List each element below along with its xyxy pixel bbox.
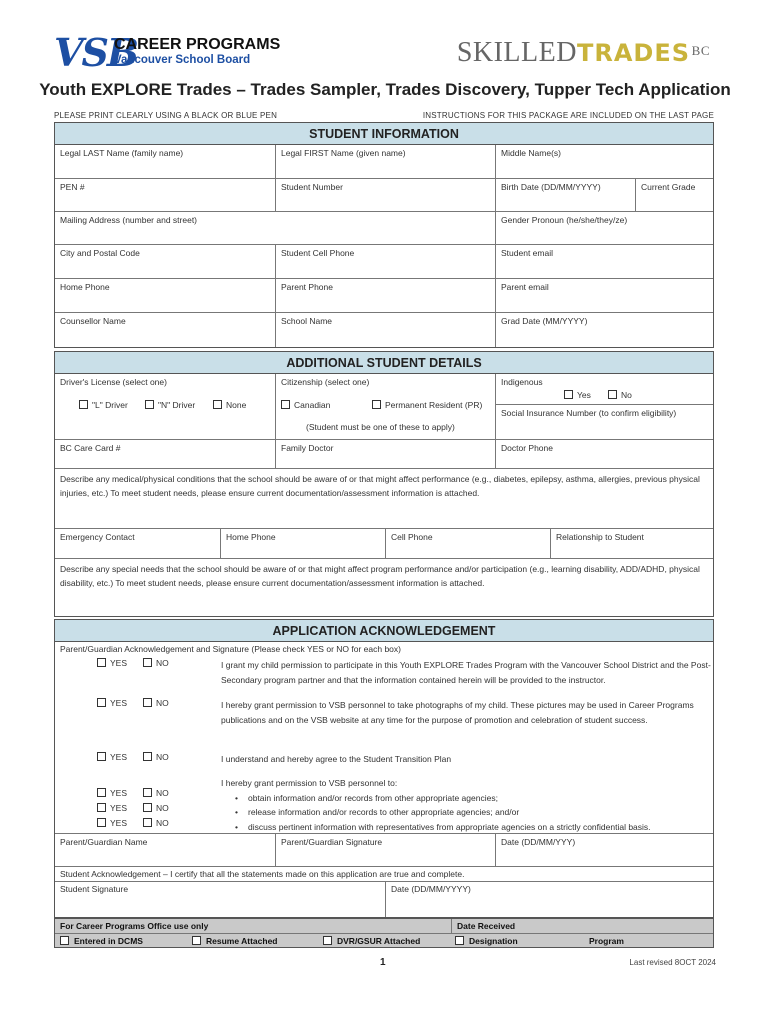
checkbox[interactable] <box>281 400 290 409</box>
parent-email-field[interactable]: Parent email <box>495 279 713 312</box>
stmt4a-yes[interactable]: YES <box>97 788 127 798</box>
student-date-field[interactable]: Date (DD/MM/YYYY) <box>385 881 713 917</box>
form-row <box>55 374 713 440</box>
pen-field[interactable]: PEN # <box>60 182 85 192</box>
parent-acknowledgement <box>55 642 713 834</box>
package-instruction: INSTRUCTIONS FOR THIS PACKAGE ARE INCLUDED ON THE LAST PAGE <box>422 111 714 120</box>
form-row <box>55 440 713 469</box>
parent-intro: Parent/Guardian Acknowledgement and Signature (Please check YES or NO for each box) <box>60 644 401 654</box>
indigenous-yes-option[interactable]: Yes <box>564 390 591 400</box>
form-row <box>55 529 713 559</box>
skilled-trades-logo: SKILLEDTRADES BC <box>456 37 710 68</box>
counsellor-name-field[interactable]: Counsellor Name <box>60 316 126 326</box>
stmt3-no[interactable]: NO <box>143 752 169 762</box>
career-programs-title: CAREER PROGRAMS <box>114 36 281 53</box>
parent-phone-field[interactable]: Parent Phone <box>275 279 495 312</box>
relationship-field[interactable]: Relationship to Student <box>550 529 713 558</box>
checkbox[interactable] <box>213 400 222 409</box>
stmt3-yes[interactable]: YES <box>97 752 127 762</box>
form-row <box>55 245 713 279</box>
office-title: For Career Programs Office use only <box>60 921 209 931</box>
pg-date-field[interactable]: Date (DD/MM/YYY) <box>495 834 713 866</box>
stmt1-yes[interactable]: YES <box>97 658 127 668</box>
permanent-resident-option[interactable]: Permanent Resident (PR) <box>372 400 482 410</box>
vsb-logo: VSB <box>54 30 138 75</box>
middle-names-field[interactable]: Middle Name(s) <box>495 145 713 178</box>
student-cell-field[interactable]: Student Cell Phone <box>275 245 495 278</box>
none-option[interactable]: None <box>213 400 246 410</box>
form-row <box>55 834 713 867</box>
student-information-section <box>54 122 714 348</box>
ec-home-phone-field[interactable]: Home Phone <box>220 529 385 558</box>
checkbox[interactable] <box>79 400 88 409</box>
stmt2-yes[interactable]: YES <box>97 698 127 708</box>
mailing-address-field[interactable]: Mailing Address (number and street) <box>60 215 198 225</box>
program-label: Program <box>589 936 624 946</box>
form-row <box>55 279 713 313</box>
student-acknowledgement <box>55 867 713 917</box>
stmt4c-yes[interactable]: YES <box>97 818 127 828</box>
designation-option[interactable]: Designation <box>455 936 518 946</box>
citizenship-field: Citizenship (select one) Canadian Permanent Resident (PR) (Student must be one of these to apply) <box>275 374 495 439</box>
doctor-phone-field[interactable]: Doctor Phone <box>495 440 713 468</box>
birth-date-field[interactable]: Birth Date (DD/MM/YYYY) <box>495 179 635 211</box>
ec-cell-phone-field[interactable]: Cell Phone <box>385 529 550 558</box>
student-signature-field[interactable]: Student Signature <box>60 884 129 894</box>
statement-1: I grant my child permission to participate in this Youth EXPLORE Trades Program with the Vancouver School District and the Post-Secondary program partner and that the information contained herein will be provided to the instructor. <box>221 660 711 685</box>
pg-name-field[interactable]: Parent/Guardian Name <box>60 837 148 847</box>
form-row <box>55 212 713 245</box>
section-heading: STUDENT INFORMATION <box>55 123 713 145</box>
drivers-license-field: Driver's License (select one) "L" Driver "N" Driver None <box>60 377 247 410</box>
date-received-label: Date Received <box>457 921 516 931</box>
checkbox[interactable] <box>145 400 154 409</box>
city-postal-field[interactable]: City and Postal Code <box>60 248 140 258</box>
current-grade-field[interactable]: Current Grade <box>635 179 713 211</box>
stmt4a-no[interactable]: NO <box>143 788 169 798</box>
student-number-field[interactable]: Student Number <box>275 179 495 211</box>
grad-date-field[interactable]: Grad Date (MM/YYYY) <box>495 313 713 347</box>
additional-details-section <box>54 351 714 617</box>
dvr-gsur-option[interactable]: DVR/GSUR Attached <box>323 936 420 946</box>
checkbox[interactable] <box>564 390 573 399</box>
school-board-name: Vancouver School Board <box>114 54 251 66</box>
entered-dcms-option[interactable]: Entered in DCMS <box>60 936 143 946</box>
canadian-option[interactable]: Canadian <box>281 400 330 410</box>
stmt4b-yes[interactable]: YES <box>97 803 127 813</box>
student-ack-text: Student Acknowledgement – I certify that all the statements made on this application are true and complete. <box>60 869 465 879</box>
page-number: 1 <box>380 957 386 968</box>
checkbox[interactable] <box>372 400 381 409</box>
citizenship-note: (Student must be one of these to apply) <box>306 422 455 432</box>
sin-field[interactable]: Social Insurance Number (to confirm eligibility) <box>496 404 713 421</box>
n-driver-option[interactable]: "N" Driver <box>145 400 195 410</box>
office-use-panel <box>54 918 714 948</box>
page-header <box>54 30 714 75</box>
bc-care-card-field[interactable]: BC Care Card # <box>60 443 121 453</box>
medical-conditions-field[interactable]: Describe any medical/physical conditions that the school should be aware of or that might affect performance (e.g., diabetes, epilepsy, asthma, allergies, previous physical injuries, etc.) To meet student needs, please ensure current documentation/assessment information is attached. <box>55 469 713 529</box>
stmt4c-no[interactable]: NO <box>143 818 169 828</box>
statement-3: I understand and hereby agree to the Student Transition Plan <box>221 754 452 764</box>
last-name-field[interactable]: Legal LAST Name (family name) <box>60 148 184 158</box>
indigenous-no-option[interactable]: No <box>608 390 632 400</box>
form-row <box>55 313 713 347</box>
stmt2-no[interactable]: NO <box>143 698 169 708</box>
statement-4: I hereby grant permission to VSB personnel to: • obtain information and/or records from other appropriate agencies; • release information and/or records to other appropriate agencies; and/or • discuss pertinent information with representatives from appropriate agencies on a strictly confidential basis. <box>221 776 711 834</box>
indigenous-field: Indigenous Yes No Social Insurance Number (to confirm eligibility) <box>495 374 713 439</box>
stmt1-no[interactable]: NO <box>143 658 169 668</box>
school-name-field[interactable]: School Name <box>275 313 495 347</box>
pg-signature-field[interactable]: Parent/Guardian Signature <box>275 834 495 866</box>
form-row <box>55 179 713 212</box>
bullet-item: • release information and/or records to other appropriate agencies; and/or <box>235 805 711 820</box>
emergency-contact-field[interactable]: Emergency Contact <box>60 532 135 542</box>
l-driver-option[interactable]: "L" Driver <box>79 400 128 410</box>
statement-2: I hereby grant permission to VSB personnel to take photographs of my child. These pictures may be used in Career Programs publications and on the VSB website at any time for the purpose of promotion and celebration of student success. <box>221 700 694 725</box>
form-row <box>55 145 713 179</box>
last-revised: Last revised 8OCT 2024 <box>629 958 716 967</box>
resume-attached-option[interactable]: Resume Attached <box>192 936 277 946</box>
first-name-field[interactable]: Legal FIRST Name (given name) <box>275 145 495 178</box>
student-email-field[interactable]: Student email <box>495 245 713 278</box>
page-title: Youth EXPLORE Trades – Trades Sampler, Trades Discovery, Tupper Tech Application <box>39 80 731 99</box>
section-heading: APPLICATION ACKNOWLEDGEMENT <box>55 620 713 642</box>
application-acknowledgement-section <box>54 619 714 918</box>
gender-pronoun-field[interactable]: Gender Pronoun (he/she/they/ze) <box>495 212 713 244</box>
bullet-item: • obtain information and/or records from other appropriate agencies; <box>235 791 711 806</box>
family-doctor-field[interactable]: Family Doctor <box>275 440 495 468</box>
print-instruction: PLEASE PRINT CLEARLY USING A BLACK OR BLUE PEN <box>54 111 278 120</box>
bullet-item: • discuss pertinent information with representatives from appropriate agencies on a strictly confidential basis. <box>235 820 711 835</box>
checkbox[interactable] <box>608 390 617 399</box>
special-needs-field[interactable]: Describe any special needs that the school should be aware of or that might affect program performance and/or participation (e.g., learning disability, ADD/ADHD, physical disability, etc.) To meet student needs, please ensure current documentation/assessment information is attached. <box>60 564 700 588</box>
section-heading: ADDITIONAL STUDENT DETAILS <box>55 352 713 374</box>
home-phone-field[interactable]: Home Phone <box>60 282 110 292</box>
stmt4b-no[interactable]: NO <box>143 803 169 813</box>
